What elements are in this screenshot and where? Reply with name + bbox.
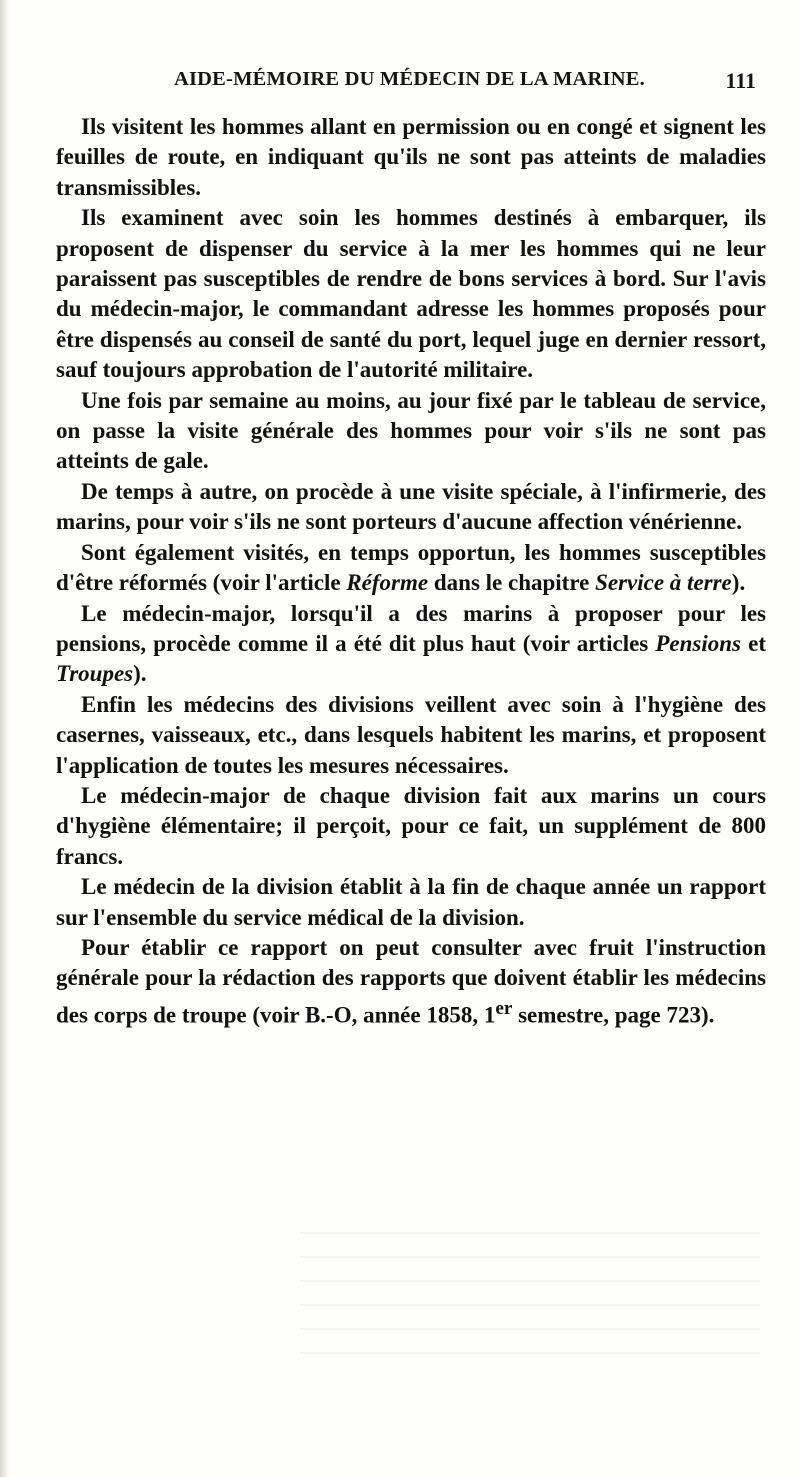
paragraph: Une fois par semaine au moins, au jour fixé par le tableau de service, on passe la visite générale des hommes pour voir s'ils ne sont pas atteints de gale. <box>56 387 766 474</box>
paragraph: De temps à autre, on procède à une visite spéciale, à l'infirmerie, des marins, pour voir s'ils ne sont porteurs d'aucune affection vénérienne. <box>56 478 766 535</box>
chapter-reference: Service à terre <box>595 570 732 596</box>
text-run: Pour établir ce rapport on peut consulter avec fruit l'instruction générale pour la rédaction des rapports que doivent établir les médecins des corps de troupe (voir B.-O, année 1858, 1 <box>56 934 766 1028</box>
paragraph <box>56 538 766 599</box>
paragraph <box>56 933 766 1031</box>
text-run: semestre, page 723). <box>512 1002 715 1028</box>
paragraph: Enfin les médecins des divisions veillent avec soin à l'hygiène des casernes, vaisseaux, etc., dans lesquels habitent les marins, et proposent l'application de toutes les mesures nécessaires. <box>56 691 766 778</box>
article-reference: Pensions <box>655 630 741 656</box>
text-run: Le médecin-major, lorsqu'il a des marins à proposer pour les pensions, procède comme il a été dit plus haut (voir articles <box>56 600 766 656</box>
text-run: ). <box>731 570 746 596</box>
article-reference: Troupes <box>56 661 134 687</box>
page-gutter-shadow <box>0 0 9 1477</box>
bleed-through-shadow <box>300 1210 760 1360</box>
text-run: ). <box>133 661 147 687</box>
running-title: AIDE-MÉMOIRE DU MÉDECIN DE LA MARINE. <box>174 68 645 90</box>
article-reference: Réforme <box>346 570 429 596</box>
paragraph <box>56 599 766 690</box>
paragraph: Le médecin de la division établit à la fin de chaque année un rapport sur l'ensemble du service médical de la division. <box>56 874 766 930</box>
text-run: et <box>741 630 766 656</box>
running-header <box>0 68 800 98</box>
text-run: Sont également visités, en temps opportun, les hommes susceptibles d'être réformés (voir l'article <box>56 539 766 596</box>
ordinal-superscript: er <box>495 997 513 1019</box>
page-number: 111 <box>725 68 756 93</box>
text-run: dans le chapitre <box>428 570 596 596</box>
paragraph: Le médecin-major de chaque division fait aux marins un cours d'hygiène élémentaire; il perçoit, pour ce fait, un supplément de 800 francs. <box>56 782 766 869</box>
paragraph: Ils examinent avec soin les hommes destinés à embarquer, ils proposent de dispenser du service à la mer les hommes qui ne leur paraissent pas susceptibles de rendre de bons services à bord. Sur l'avis du médecin-major, le commandant adresse les hommes proposés pour être dispensés au conseil de santé du port, lequel juge en dernier ressort, sauf toujours approbation de l'autorité militaire. <box>56 205 766 383</box>
paragraph: Ils visitent les hommes allant en permission ou en congé et signent les feuilles de route, en indiquant qu'ils ne sont pas atteints de maladies transmissibles. <box>56 114 766 200</box>
body-text <box>56 112 766 1031</box>
